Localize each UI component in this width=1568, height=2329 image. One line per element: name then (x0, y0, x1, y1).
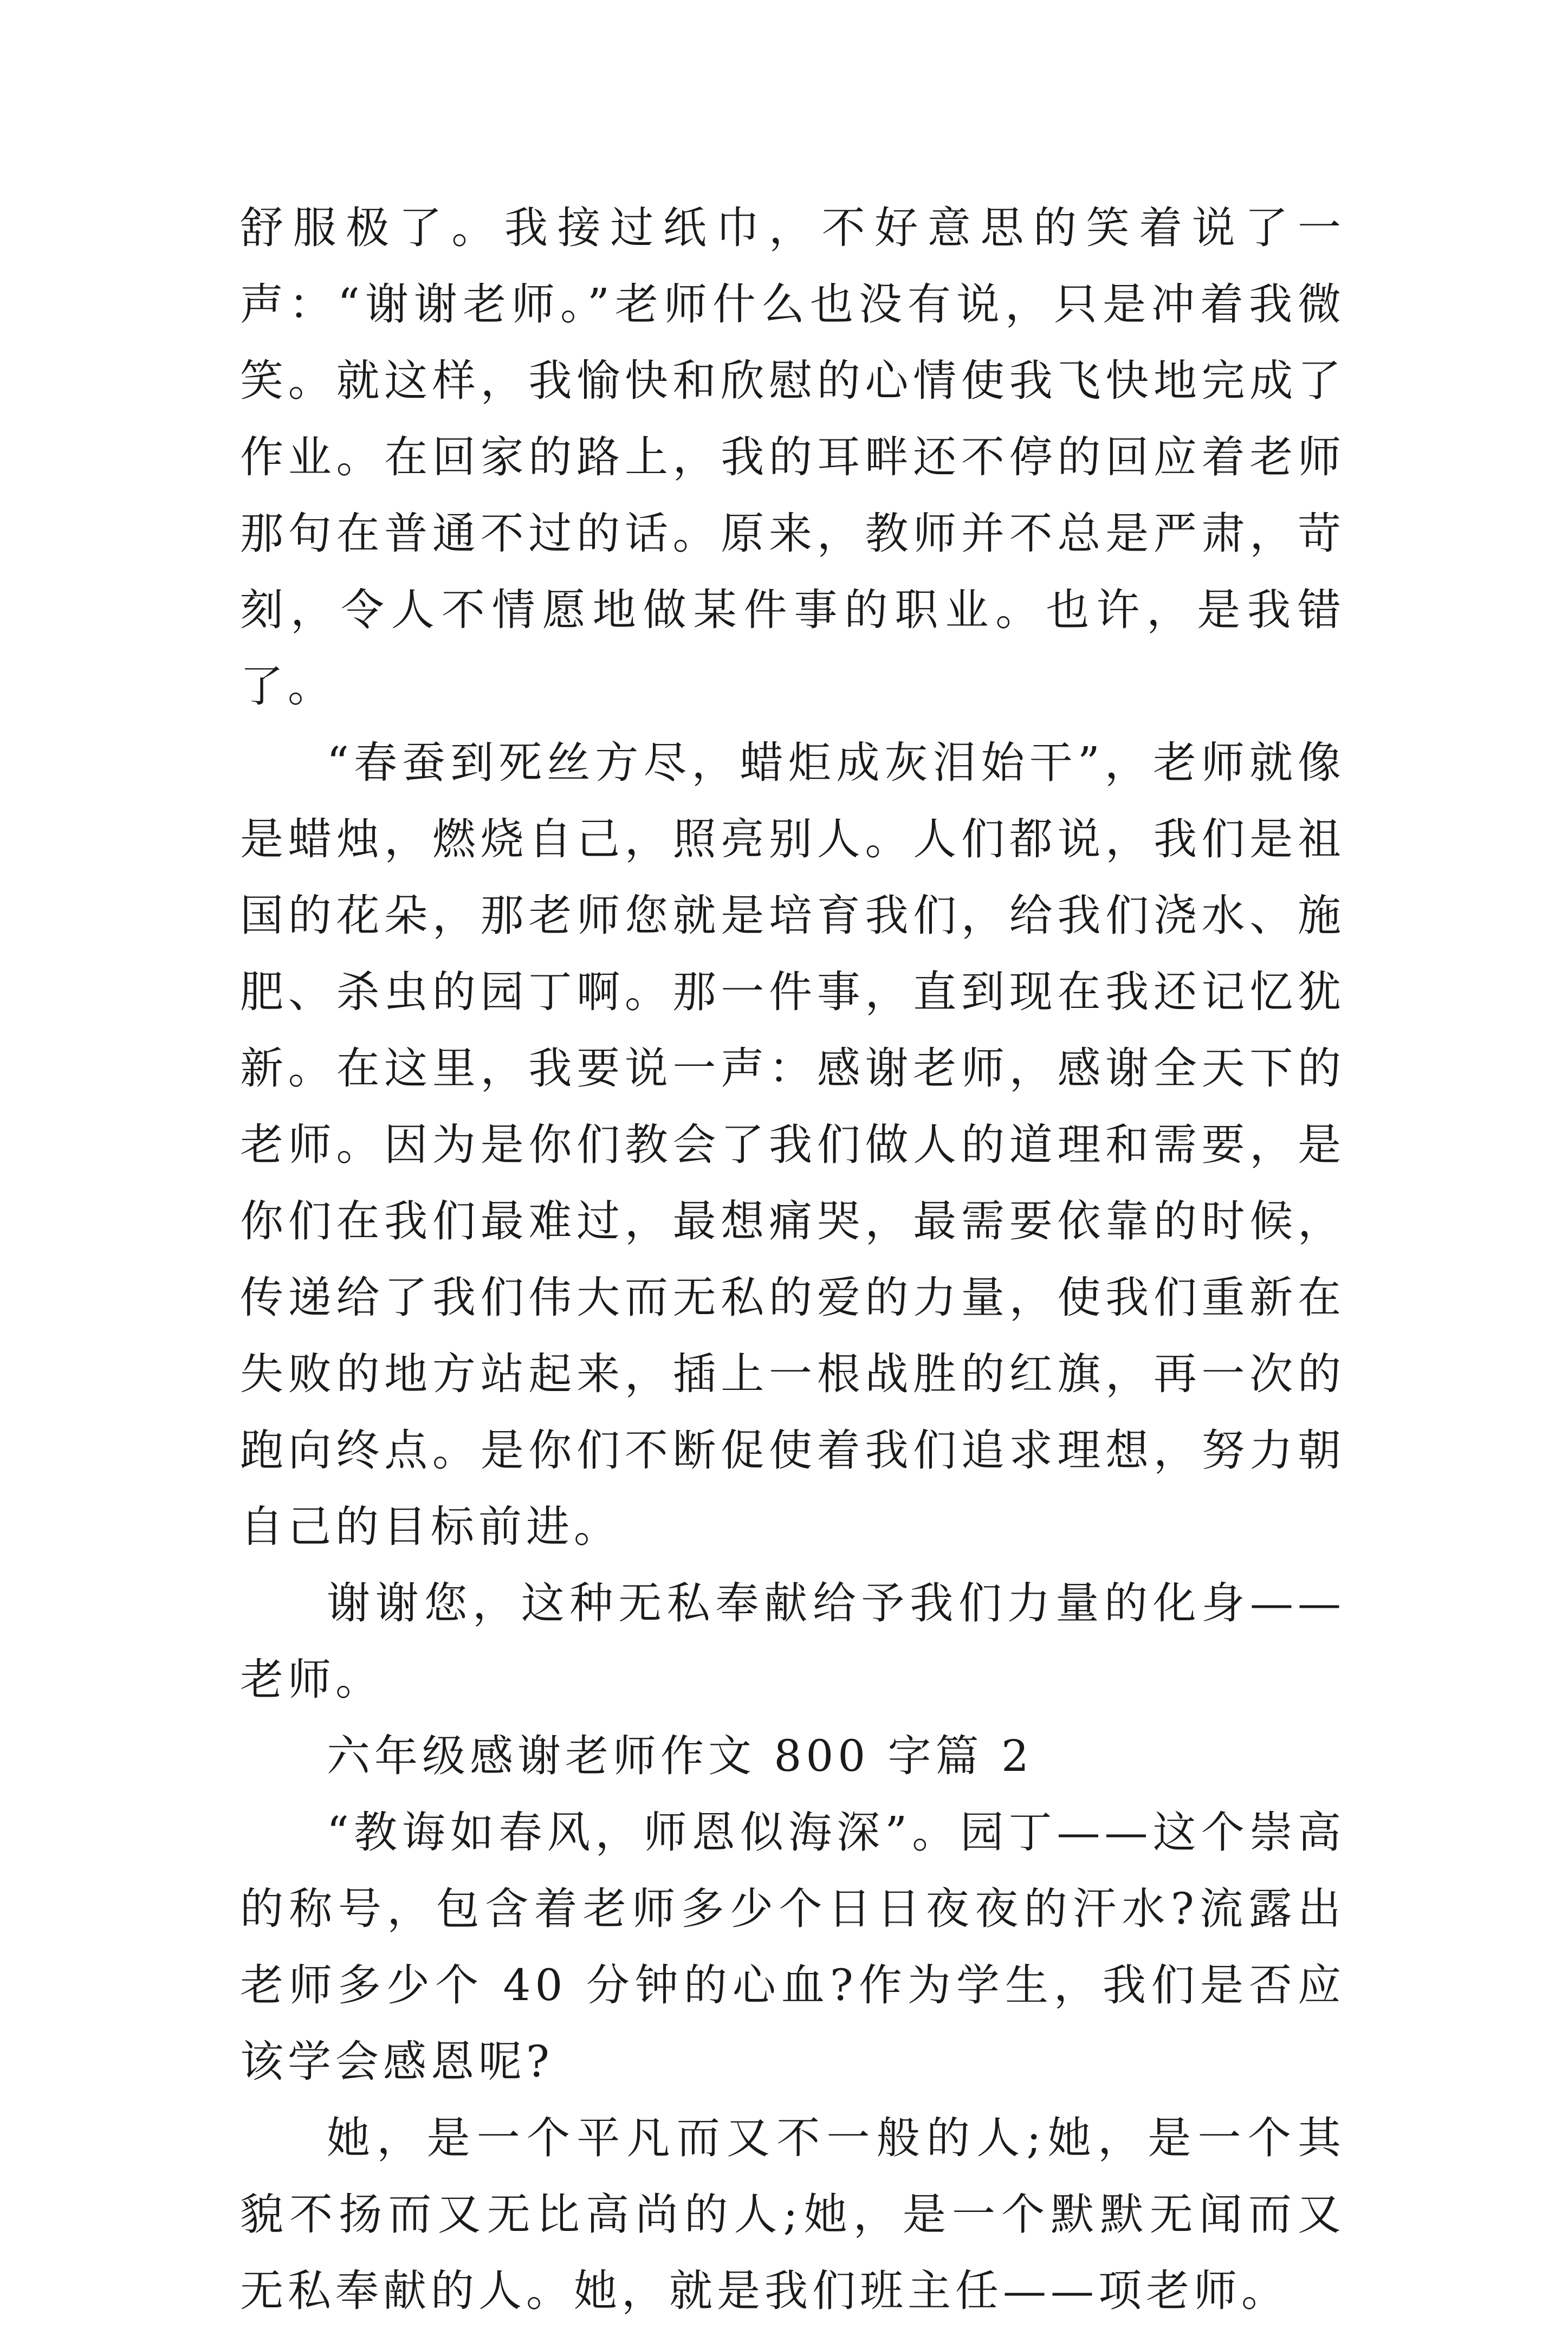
section-heading: 六年级感谢老师作文 800 字篇 2 (327, 1731, 1033, 1781)
paragraph-spring-wind: “教诲如春风，师恩似海深”。园丁——这个崇高的称号，包含着老师多少个日日夜夜的汗水?流露出老师多少个 40 分钟的心血?作为学生，我们是否应该学会感恩呢? (240, 1807, 1345, 2087)
paragraph-thanks: 谢谢您，这种无私奉献给予我们力量的化身——老师。 (240, 1578, 1345, 1705)
paragraph-she: 她，是一个平凡而又不一般的人;她，是一个其貌不扬而又无比高尚的人;她，是一个默默无闻而又无私奉献的人。她，就是我们班主任——项老师。 (240, 2113, 1345, 2316)
paragraph-continuation: 舒服极了。我接过纸巾，不好意思的笑着说了一声：“谢谢老师。”老师什么也没有说，只是冲着我微笑。就这样，我愉快和欣慰的心情使我飞快地完成了作业。在回家的路上，我的耳畔还不停的回应着老师那句在普通不过的话。原来，教师并不总是严肃，苛刻，令人不情愿地做某件事的职业。也许，是我错了。 (240, 203, 1345, 711)
paragraph-candle: “春蚕到死丝方尽，蜡炬成灰泪始干”，老师就像是蜡烛，燃烧自己，照亮别人。人们都说，我们是祖国的花朵，那老师您就是培育我们，给我们浇水、施肥、杀虫的园丁啊。那一件事，直到现在我还记忆犹新。在这里，我要说一声：感谢老师，感谢全天下的老师。因为是你们教会了我们做人的道理和需要，是你们在我们最难过，最想痛哭，最需要依靠的时候，传递给了我们伟大而无私的爱的力量，使我们重新在失败的地方站起来，插上一根战胜的红旗，再一次的跑向终点。是你们不断促使着我们追求理想，努力朝自己的目标前进。 (240, 737, 1345, 1552)
body-text (240, 190, 1345, 2329)
